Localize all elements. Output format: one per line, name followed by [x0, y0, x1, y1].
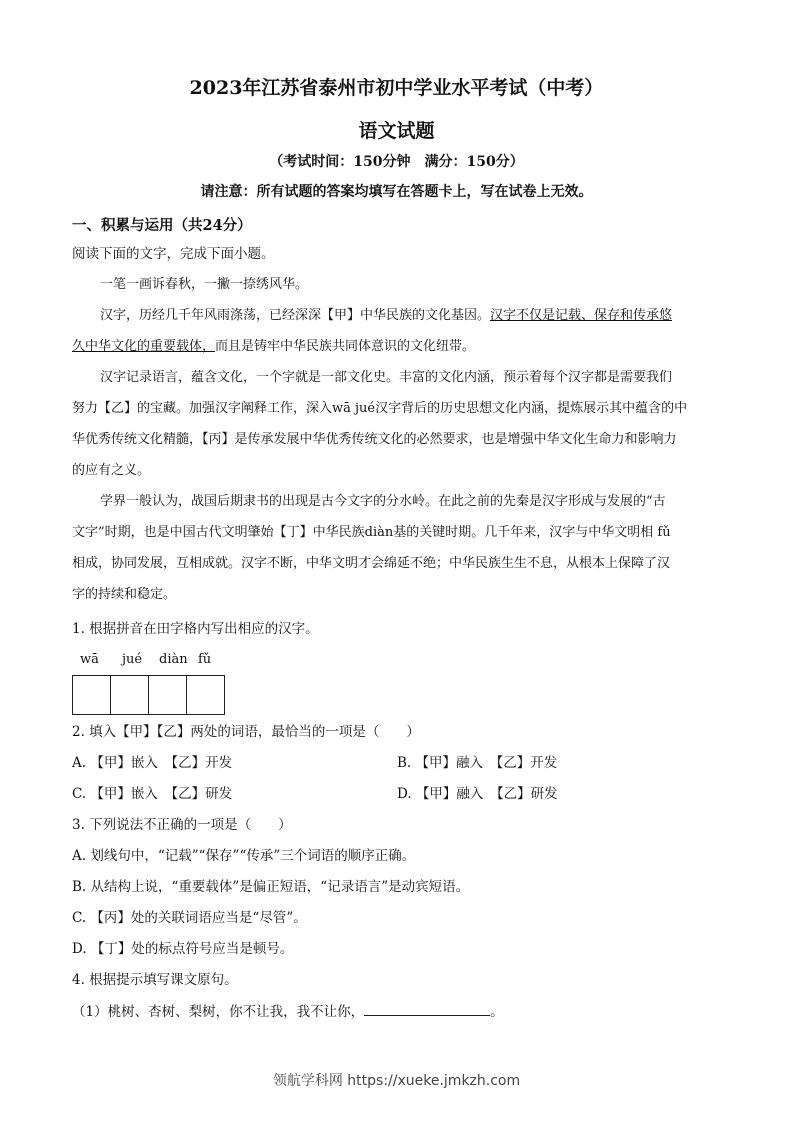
character-box[interactable]	[110, 675, 149, 715]
q3-option-d: D. 【丁】处的标点符号应当是顿号。	[72, 941, 294, 957]
subject-title: 语文试题	[358, 120, 435, 142]
character-box[interactable]	[148, 675, 187, 715]
passage-paragraph-4	[72, 492, 720, 605]
question-4-stem: 4. 根据提示填写课文原句。	[72, 972, 238, 988]
question-1-stem: 1. 根据拼音在田字格内写出相应的汉字。	[72, 621, 319, 637]
passage-line: 学界一般认为，战国后期隶书的出现是古今文字的分水岭。在此之前的先秦是汉字形成与发展的“古	[100, 494, 666, 509]
q2-option-d: D. 【甲】融入 【乙】研发	[397, 786, 558, 802]
pinyin-label: jué	[122, 652, 143, 667]
passage-line	[72, 306, 720, 326]
q4-item-1-end: 。	[490, 1004, 504, 1020]
passage-line: 相成，协同发展，互相成就。汉字不断，中华文明才会绵延不绝；中华民族生生不息，从根本上保障了汉	[72, 556, 671, 571]
q3-option-c: C. 【丙】处的关联词语应当是“尽管”。	[72, 910, 307, 926]
exam-title: 2023年江苏省泰州市初中学业水平考试（中考）	[189, 77, 604, 99]
passage-line: 华优秀传统文化精髓，【丙】是传承发展中华优秀传统文化的必然要求，也是增强中华文化生命力和影响力	[72, 432, 677, 447]
passage-line: 字的持续和稳定。	[72, 587, 177, 602]
q2-option-c: C. 【甲】嵌入 【乙】研发	[72, 786, 233, 802]
passage-line	[72, 337, 720, 357]
footer-watermark: 领航学科网 https://xueke.jmkzh.com	[272, 1073, 521, 1089]
reading-instruction: 阅读下面的文字，完成下面小题。	[72, 246, 275, 262]
q4-item-1	[72, 1001, 504, 1022]
q3-option-b: B. 从结构上说，“重要载体”是偏正短语，“记录语言”是动宾短语。	[72, 879, 470, 895]
section-heading: 一、积累与运用（共24分）	[72, 217, 252, 234]
passage-paragraph-1	[72, 275, 720, 295]
tianzige-grid	[72, 675, 225, 715]
passage-line: 的应有之义。	[72, 463, 151, 478]
passage-paragraph-2	[72, 306, 720, 357]
q3-option-a: A. 划线句中，“记载”“保存”“传承”三个词语的顺序正确。	[72, 848, 416, 864]
pinyin-label: diàn	[159, 652, 188, 667]
passage-line: 汉字记录语言，蕴含文化，一个字就是一部文化史。丰富的文化内涵，预示着每个汉字都是需要我们	[100, 370, 673, 385]
q4-item-1-text: （1）桃树、杏树、梨树，你不让我，我不让你，	[72, 1004, 365, 1020]
exam-info: （考试时间：150分钟 满分：150分）	[269, 154, 524, 170]
character-box[interactable]	[186, 675, 225, 715]
pinyin-label: fǔ	[198, 652, 212, 667]
q2-option-b: B. 【甲】融入 【乙】开发	[397, 755, 558, 771]
passage-paragraph-3	[72, 368, 720, 481]
q2-option-a: A. 【甲】嵌入 【乙】开发	[72, 755, 233, 771]
passage-text: 而且是铸牢中华民族共同体意识的文化纽带。	[215, 339, 476, 354]
character-box[interactable]	[72, 675, 111, 715]
passage-line: 努力【乙】的宝藏。加强汉字阐释工作，深入wā jué汉字背后的历史思想文化内涵，提炼展示其中蕴含的中	[72, 401, 688, 416]
passage-text: 汉字，历经几千年风雨涤荡，已经深深【甲】中华民族的文化基因。	[100, 308, 491, 323]
exam-notice: 请注意：所有试题的答案均填写在答题卡上，写在试卷上无效。	[200, 184, 593, 200]
passage-line: 文字”时期，也是中国古代文明肇始【丁】中华民族diàn基的关键时期。几千年来，汉字与中华文明相 fǔ	[72, 525, 671, 540]
pinyin-label: wā	[80, 652, 99, 667]
answer-blank[interactable]	[364, 1001, 490, 1016]
question-3-stem: 3. 下列说法不正确的一项是（ ）	[72, 817, 292, 833]
passage-line: 一笔一画诉春秋，一撇一捺绣风华。	[100, 277, 309, 292]
underlined-sentence: 久中华文化的重要载体，	[72, 339, 216, 354]
underlined-sentence: 汉字不仅是记载、保存和传承悠	[490, 308, 673, 323]
question-2-stem: 2. 填入【甲】【乙】两处的词语，最恰当的一项是（ ）	[72, 724, 420, 740]
